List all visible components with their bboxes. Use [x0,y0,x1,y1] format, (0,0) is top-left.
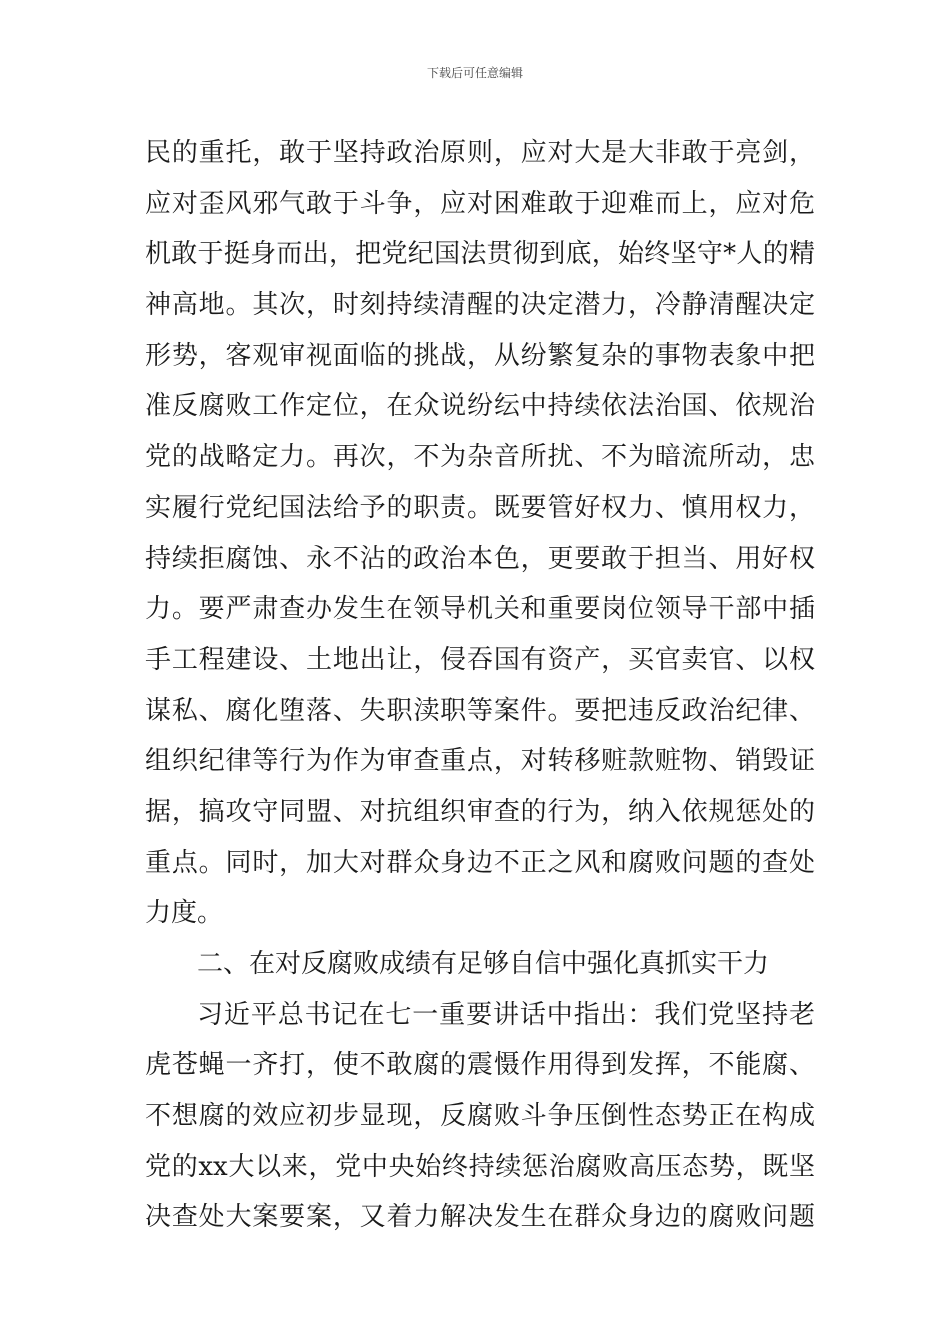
body-line: 形势，客观审视面临的挑战，从纷繁复杂的事物表象中把 [145,340,815,371]
body-line: 虎苍蝇一齐打，使不敢腐的震慑作用得到发挥，不能腐、 [145,1050,815,1081]
body-line: 准反腐败工作定位，在众说纷纭中持续依法治国、依规治 [145,391,815,422]
body-line: 党的xx大以来，党中央始终持续惩治腐败高压态势，既坚 [145,1151,815,1182]
body-line: 力。要严肃查办发生在领导机关和重要岗位领导干部中插 [145,594,815,625]
body-line: 手工程建设、土地出让，侵吞国有资产，买官卖官、以权 [145,644,815,675]
body-line: 应对歪风邪气敢于斗争，应对困难敢于迎难而上，应对危 [145,188,815,219]
body-line: 据，搞攻守同盟、对抗组织审查的行为，纳入依规惩处的 [145,796,815,827]
body-line: 重点。同时，加大对群众身边不正之风和腐败问题的查处 [145,847,815,878]
body-line: 谋私、腐化堕落、失职渎职等案件。要把违反政治纪律、 [145,695,815,726]
body-line: 党的战略定力。再次，不为杂音所扰、不为暗流所动，忠 [145,442,815,473]
body-line: 实履行党纪国法给予的职责。既要管好权力、慎用权力， [145,492,815,523]
section-heading: 二、在对反腐败成绩有足够自信中强化真抓实干力 [197,949,770,979]
body-line: 民的重托，敢于坚持政治原则，应对大是大非敢于亮剑， [145,138,815,168]
body-line: 组织纪律等行为作为审查重点，对转移赃款赃物、销毁证 [145,746,815,777]
body-line: 习近平总书记在七一重要讲话中指出：我们党坚持老 [197,999,815,1030]
body-line: 持续拒腐蚀、永不沾的政治本色，更要敢于担当、用好权 [145,543,815,574]
body-line: 决查处大案要案，又着力解决发生在群众身边的腐败问题 [145,1202,815,1233]
body-line: 不想腐的效应初步显现，反腐败斗争压倒性态势正在构成 [145,1101,815,1132]
body-line: 神高地。其次，时刻持续清醒的决定潜力，冷静清醒决定 [145,290,815,321]
document-body [145,128,815,1243]
body-line: 力度。 [145,898,224,929]
page-header: 下载后可任意编辑 [426,66,523,80]
body-line: 机敢于挺身而出，把党纪国法贯彻到底，始终坚守*人的精 [145,239,815,270]
